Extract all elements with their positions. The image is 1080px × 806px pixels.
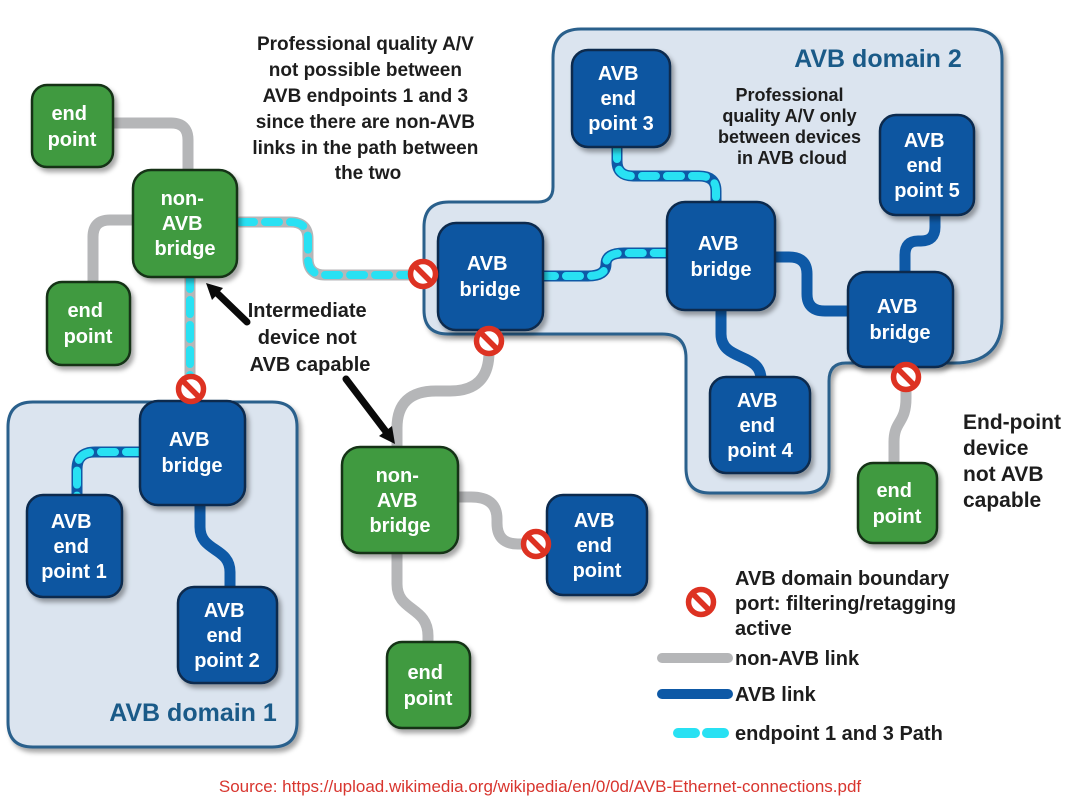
intermediate-note: Intermediate device not AVB capable	[247, 300, 371, 376]
box-avb-endpoint-3	[572, 50, 670, 147]
box-non-avb-bridge-1	[133, 170, 237, 277]
box-avb-bridge-center	[667, 202, 775, 310]
arrow-to-non-avb-bridge-1	[206, 283, 247, 322]
endpoint-device-note: End-point device not AVB capable	[963, 411, 1061, 512]
box-endpoint-mid	[387, 642, 470, 728]
no-entry-icon	[411, 262, 436, 287]
box-non-avb-bridge-2	[342, 447, 458, 553]
legend-boundary-label: AVB domain boundary port: filtering/retagging active	[735, 568, 957, 640]
svg-text:end point: end point	[403, 662, 453, 710]
box-avb-endpoint-mid	[547, 495, 647, 595]
non-avb-link-endpoint-tl-to-bridge1	[113, 123, 188, 172]
svg-text:AVB bridge: AVB bridge	[161, 429, 223, 477]
svg-text:AVB end point 3: AVB end point 3	[588, 63, 654, 135]
svg-text:non- AVB bridge: non- AVB bridge	[154, 188, 216, 260]
non-avb-link-non-avb-bridge2-to-avb-endpoint-mid	[456, 497, 526, 544]
svg-text:AVB bridge: AVB bridge	[690, 233, 752, 281]
svg-text:AVB end point: AVB end point	[572, 510, 622, 582]
box-endpoint-right	[858, 463, 937, 543]
svg-text:AVB end point 1: AVB end point 1	[41, 511, 107, 583]
svg-text:AVB bridge: AVB bridge	[869, 296, 931, 344]
box-avb-bridge-left	[438, 223, 543, 330]
no-entry-icon	[477, 329, 502, 354]
legend-non-avb-link-label: non-AVB link	[735, 648, 860, 670]
box-endpoint-top-left	[32, 85, 113, 167]
box-avb-bridge-domain1	[140, 401, 245, 505]
arrow-to-non-avb-bridge-2	[346, 379, 395, 444]
non-avb-link-left-bridge-to-non-avb-bridge2	[397, 330, 489, 449]
svg-text:AVB end point 2: AVB end point 2	[194, 600, 260, 672]
no-entry-icon	[179, 377, 204, 402]
box-avb-endpoint-4	[710, 377, 810, 473]
box-avb-endpoint-5	[880, 115, 974, 215]
source-attribution: Source: https://upload.wikimedia.org/wikipedia/en/0/0d/AVB-Ethernet-connections.pdf	[218, 777, 862, 796]
svg-text:non- AVB bridge: non- AVB bridge	[369, 465, 431, 537]
box-avb-endpoint-2	[178, 587, 277, 683]
non-avb-link-non-avb-bridge2-to-endpoint-mid	[397, 551, 428, 644]
svg-text:end point: end point	[63, 300, 113, 348]
svg-text:end point: end point	[47, 103, 97, 151]
legend-avb-link-label: AVB link	[735, 684, 816, 706]
box-endpoint-top-left-2	[47, 282, 130, 365]
avb-domain-2-label: AVB domain 2	[794, 45, 962, 73]
non-avb-link-bridge1-to-endpoint-tl2	[93, 220, 135, 284]
no-entry-icon	[894, 365, 919, 390]
svg-text:end point: end point	[872, 480, 922, 528]
svg-text:AVB bridge: AVB bridge	[459, 253, 521, 301]
svg-text:AVB end point 5: AVB end point 5	[894, 130, 960, 202]
no-entry-icon	[689, 590, 714, 615]
avb-domain-1-label: AVB domain 1	[109, 699, 277, 727]
box-avb-bridge-right	[848, 272, 953, 367]
legend-endpoint-path-label: endpoint 1 and 3 Path	[735, 723, 943, 745]
top-note: Professional quality A/V not possible between AVB endpoints 1 and 3 since there are non-AVB links in the path between the two	[252, 34, 479, 184]
svg-text:AVB end point 4: AVB end point 4	[727, 390, 793, 462]
no-entry-icon	[524, 532, 549, 557]
box-avb-endpoint-1	[27, 495, 122, 597]
cloud-note: Professional quality A/V only between devices in AVB cloud	[717, 85, 862, 168]
legend	[662, 568, 962, 745]
